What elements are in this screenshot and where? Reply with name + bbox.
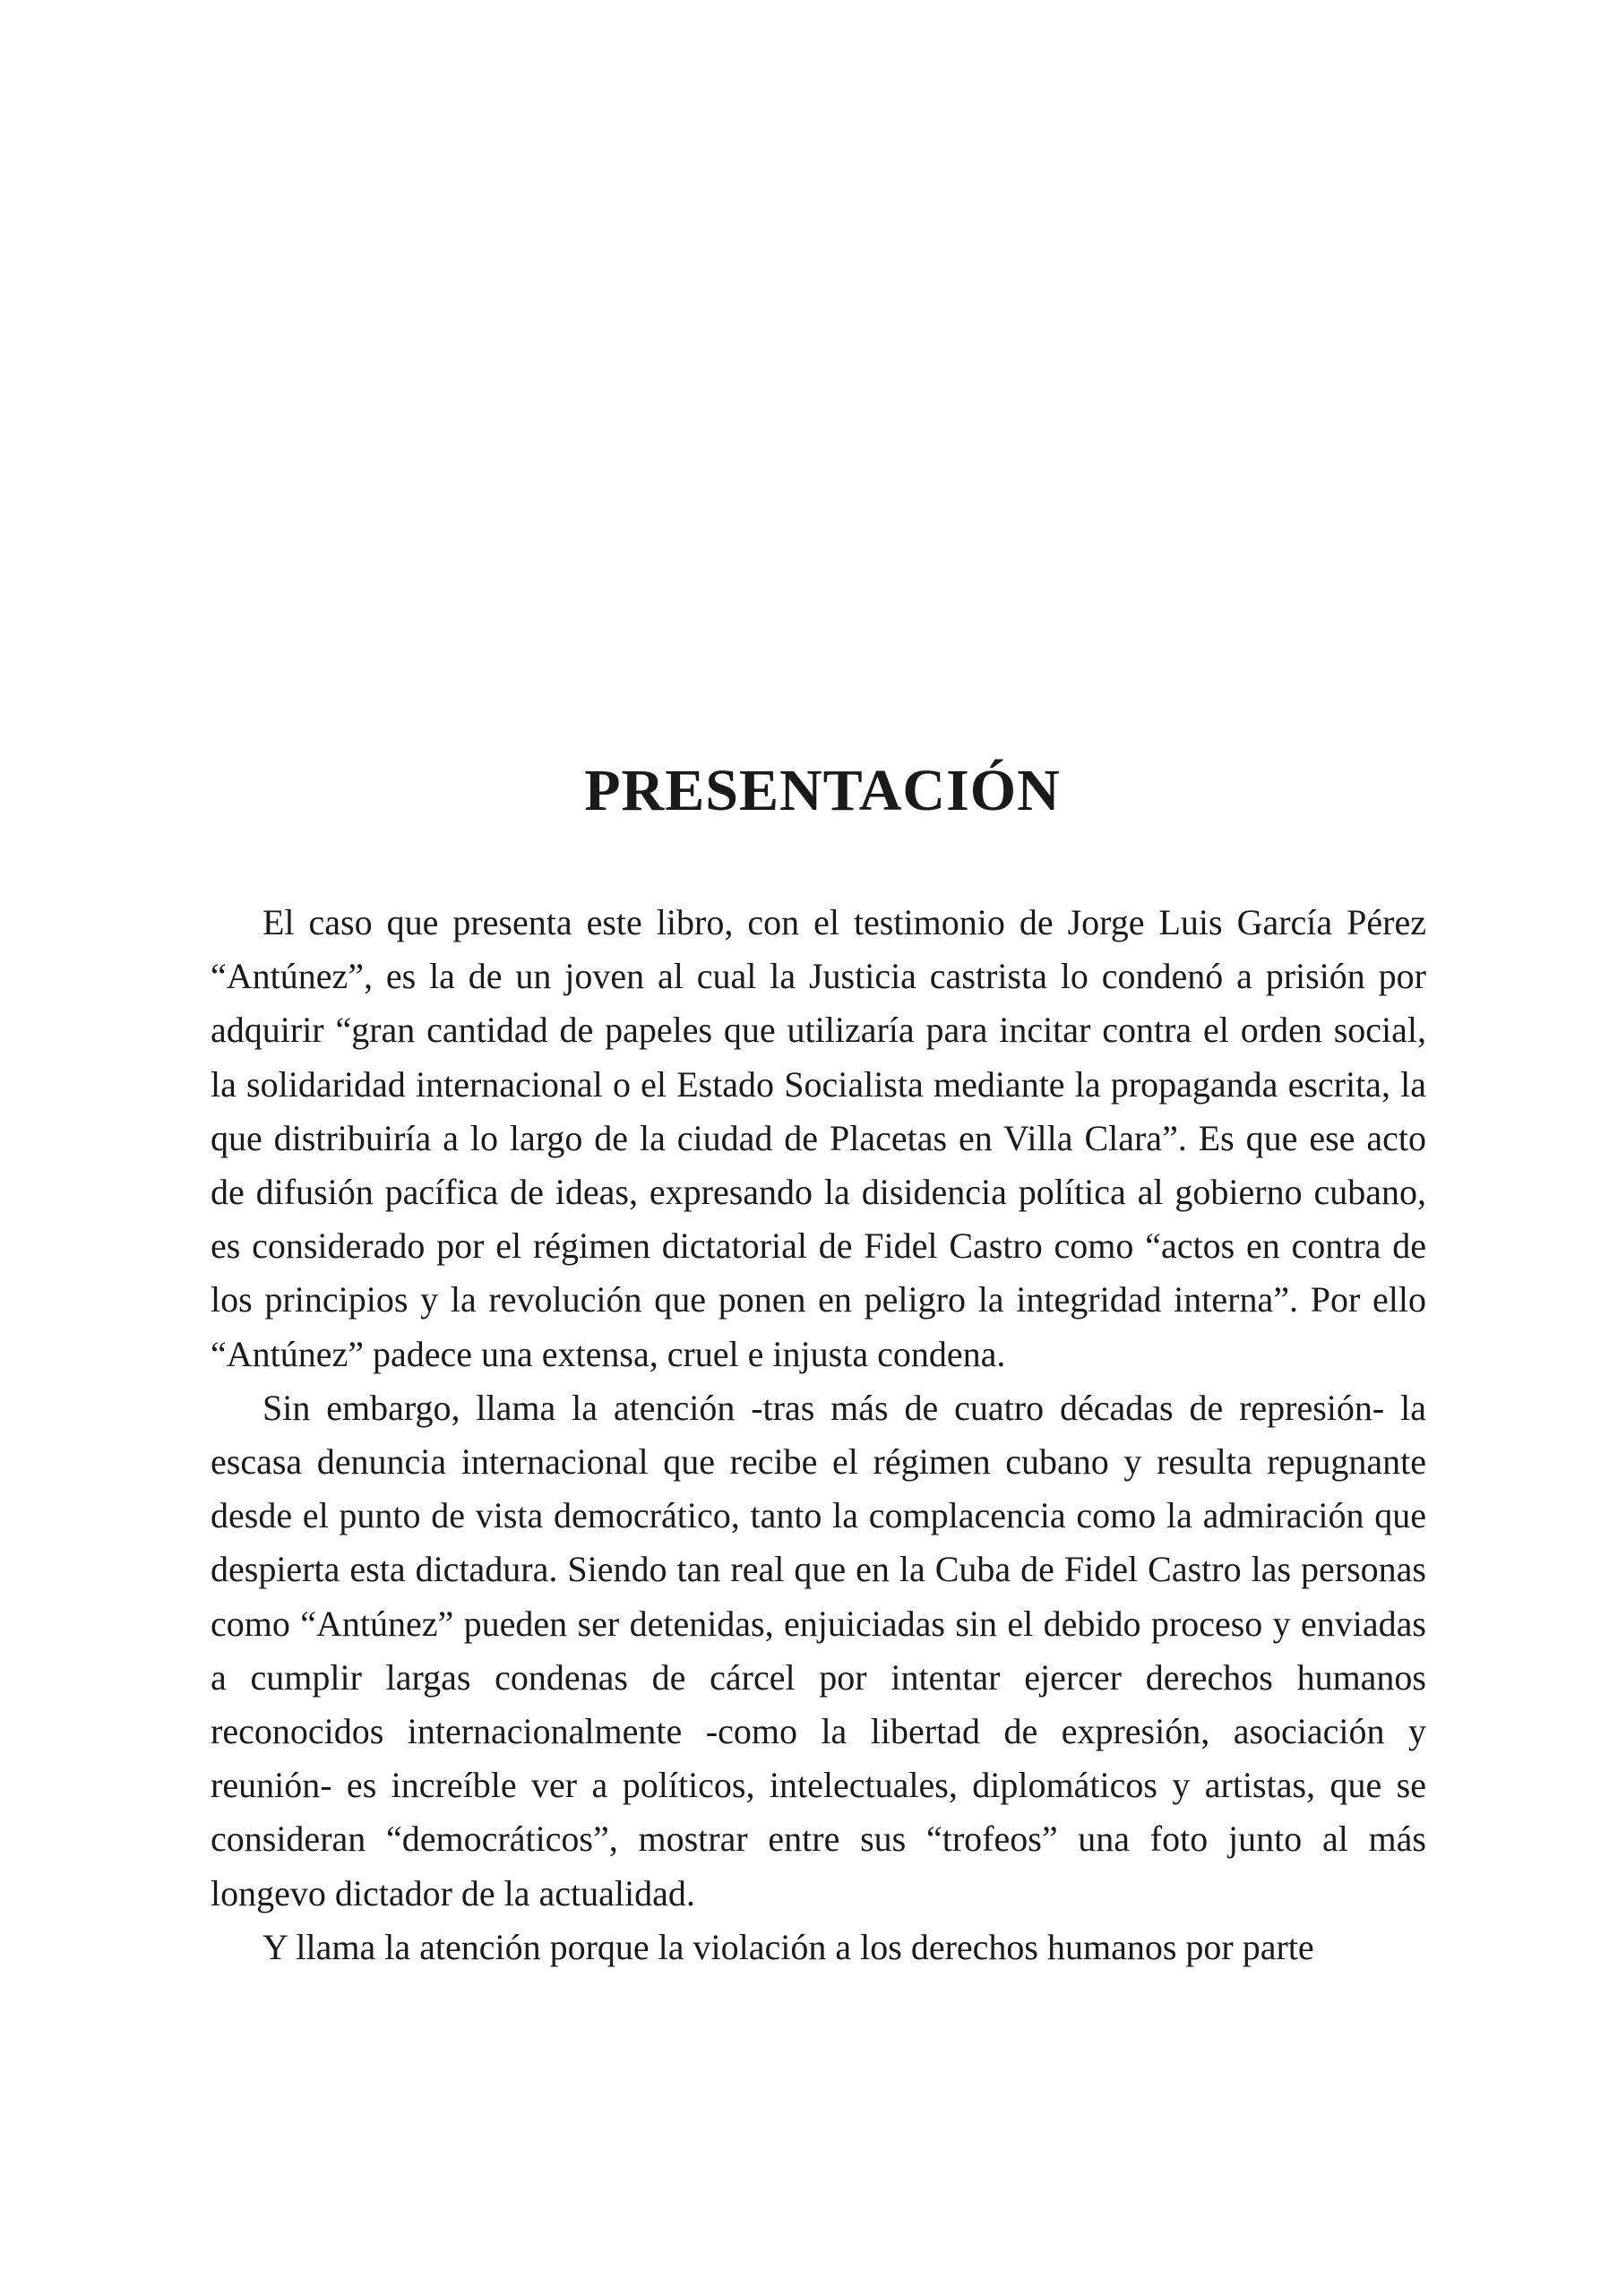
paragraph-2: Sin embargo, llama la atención -tras más de cuatro décadas de represión- la escasa denuncia internacional que recibe el régimen cubano y resulta repugnante desde el punto de vista democrático, tanto la complacencia como la admiración que despierta esta dictadura. Siendo tan real que en la Cuba de Fidel Castro las personas como “Antúnez” pueden ser detenidas, enjuiciadas sin el debido proceso y enviadas a cumplir largas condenas de cárcel por intentar ejercer derechos humanos reconocidos internacionalmente -como la libertad de expresión, asociación y reunión- es increíble ver a políticos, intelectuales, diplomáticos y artistas, que se consideran “democráticos”, mostrar entre sus “trofeos” una foto junto al más longevo dictador de la actualidad.: [211, 1387, 1426, 1913]
paragraph-1: El caso que presenta este libro, con el testimonio de Jorge Luis García Pérez “Antúnez”, es la de un joven al cual la Justicia castrista lo condenó a prisión por adquirir “gran cantidad de papeles que utilizaría para incitar contra el orden social, la solidaridad internacional o el Estado Socialista mediante la propaganda escrita, la que distribuiría a lo largo de la ciudad de Placetas en Villa Clara”. Es que ese acto de difusión pacífica de ideas, expresando la disidencia política al gobierno cubano, es considerado por el régimen dictatorial de Fidel Castro como “actos en contra de los principios y la revolución que ponen en peligro la integridad interna”. Por ello “Antúnez” padece una extensa, cruel e injusta condena.: [211, 902, 1426, 1374]
paragraph-3: Y llama la atención porque la violación a los derechos humanos por parte: [262, 1926, 1314, 1967]
page-title: PRESENTACIÓN: [584, 758, 1061, 823]
body-text: [211, 896, 1426, 1974]
